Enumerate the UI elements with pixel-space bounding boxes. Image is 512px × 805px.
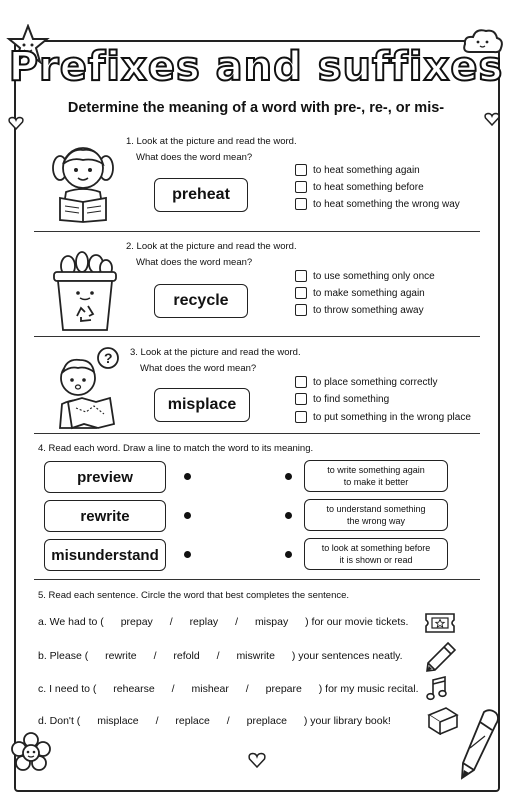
checkbox[interactable]	[295, 376, 307, 388]
match-word-preview[interactable]: preview	[44, 461, 166, 493]
recycle-bin-icon	[50, 250, 120, 332]
question-1-option-c[interactable]: to heat something the wrong way	[295, 198, 460, 210]
divider	[34, 231, 480, 232]
question-1-option-a[interactable]: to heat something again	[295, 164, 420, 176]
choice[interactable]: replay	[189, 616, 219, 628]
matching-prompt: 4. Read each word. Draw a line to match the word to its meaning.	[38, 443, 314, 454]
question-2-sub: What does the word mean?	[136, 257, 253, 268]
choice[interactable]: mishear	[191, 683, 229, 695]
checkbox[interactable]	[295, 287, 307, 299]
divider	[34, 433, 480, 434]
choice[interactable]: replace	[175, 715, 210, 727]
choice[interactable]: rehearse	[113, 683, 155, 695]
checkbox[interactable]	[295, 270, 307, 282]
match-meaning-1[interactable]: to write something again to make it better	[304, 460, 448, 492]
book-icon	[426, 705, 460, 735]
question-1-sub: What does the word mean?	[136, 152, 253, 163]
sentence-c: c. I need to ( rehearse / mishear / prepare ) for my music recital.	[38, 683, 419, 695]
question-3-option-b[interactable]: to find something	[295, 393, 389, 405]
boy-with-map-icon	[50, 346, 120, 430]
question-1-prompt: 1. Look at the picture and read the word.	[126, 136, 297, 147]
choice[interactable]: refold	[173, 650, 200, 662]
question-3-option-a[interactable]: to place something correctly	[295, 376, 438, 388]
girl-reading-icon	[50, 142, 116, 224]
sentences-prompt: 5. Read each sentence. Circle the word that best completes the sentence.	[38, 590, 350, 601]
match-word-misunderstand[interactable]: misunderstand	[44, 539, 166, 571]
match-dot-left[interactable]	[184, 512, 191, 519]
choice[interactable]: miswrite	[236, 650, 275, 662]
divider	[34, 579, 480, 580]
choice[interactable]: prepay	[120, 616, 153, 628]
checkbox[interactable]	[295, 411, 307, 423]
match-dot-left[interactable]	[184, 551, 191, 558]
checkbox[interactable]	[295, 304, 307, 316]
checkbox[interactable]	[295, 164, 307, 176]
question-3-prompt: 3. Look at the picture and read the word.	[130, 347, 301, 358]
checkbox[interactable]	[295, 198, 307, 210]
question-2-word: recycle	[154, 284, 248, 318]
question-1-option-b[interactable]: to heat something before	[295, 181, 424, 193]
question-3-option-c[interactable]: to put something in the wrong place	[295, 411, 471, 423]
question-2-option-a[interactable]: to use something only once	[295, 270, 435, 282]
match-dot-right[interactable]	[285, 473, 292, 480]
question-2-option-b[interactable]: to make something again	[295, 287, 425, 299]
checkbox[interactable]	[295, 181, 307, 193]
divider	[34, 336, 480, 337]
sentence-a: a. We had to ( prepay / replay / mispay ) for our movie tickets.	[38, 616, 409, 628]
match-word-rewrite[interactable]: rewrite	[44, 500, 166, 532]
heart-icon	[248, 752, 266, 768]
question-3-sub: What does the word mean?	[140, 363, 257, 374]
pencil-icon	[458, 708, 504, 782]
sentence-d: d. Don't ( misplace / replace / preplace ) your library book!	[38, 715, 391, 727]
match-dot-right[interactable]	[285, 512, 292, 519]
match-dot-right[interactable]	[285, 551, 292, 558]
choice[interactable]: mispay	[254, 616, 289, 628]
match-dot-left[interactable]	[184, 473, 191, 480]
choice[interactable]: prepare	[265, 683, 302, 695]
ticket-icon	[424, 611, 456, 635]
question-1-word: preheat	[154, 178, 248, 212]
svg-text:?: ?	[104, 350, 113, 366]
music-note-icon	[426, 676, 448, 702]
question-2-prompt: 2. Look at the picture and read the word.	[126, 241, 297, 252]
choice[interactable]: preplace	[246, 715, 287, 727]
question-2-option-c[interactable]: to throw something away	[295, 304, 424, 316]
match-meaning-2[interactable]: to understand something the wrong way	[304, 499, 448, 531]
question-3-word: misplace	[154, 388, 250, 422]
checkbox[interactable]	[295, 393, 307, 405]
page-title: Prefixes and suffixes	[8, 44, 504, 90]
flower-icon	[10, 732, 52, 774]
match-meaning-3[interactable]: to look at something before it is shown or read	[304, 538, 448, 570]
choice[interactable]: rewrite	[105, 650, 137, 662]
pencil-icon	[424, 640, 458, 672]
heart-icon	[8, 116, 24, 130]
choice[interactable]: misplace	[97, 715, 139, 727]
page-subtitle: Determine the meaning of a word with pre-, re-, or mis-	[67, 100, 445, 116]
sentence-b: b. Please ( rewrite / refold / miswrite ) your sentences neatly.	[38, 650, 403, 662]
